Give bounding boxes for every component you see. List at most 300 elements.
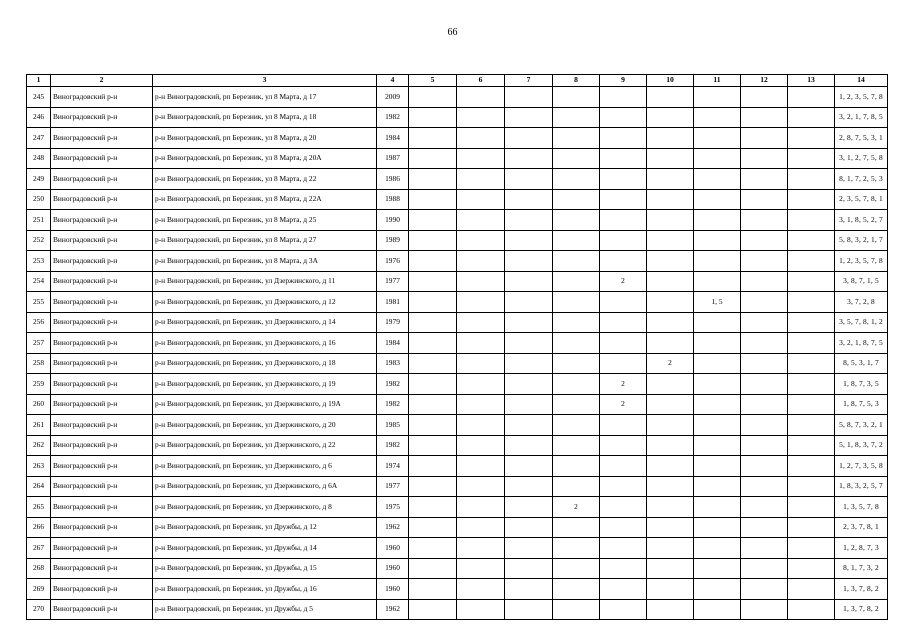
col11-cell [694,230,741,251]
col14-cell: 5, 1, 8, 3, 7, 2 [835,435,888,456]
col9-cell [600,579,647,600]
col9-cell [600,476,647,497]
address-cell: р-н Виноградовский, рп Березник, ул 8 Марта, д 22 [153,169,377,190]
col10-cell [647,107,694,128]
col14-cell: 5, 8, 3, 2, 1, 7 [835,230,888,251]
table-row [27,148,888,169]
col11-cell [694,394,741,415]
table-row [27,538,888,559]
row-number: 267 [27,538,51,559]
col5-cell [409,148,457,169]
col11-cell [694,148,741,169]
col9-cell [600,292,647,313]
col8-cell [553,435,600,456]
col14-cell: 1, 8, 3, 2, 5, 7 [835,476,888,497]
table-row [27,333,888,354]
col11-cell [694,312,741,333]
col10-cell [647,476,694,497]
col5-cell [409,251,457,272]
district-cell: Виноградовский р-н [51,189,153,210]
table-row [27,476,888,497]
col10-cell [647,558,694,579]
row-number: 258 [27,353,51,374]
table-row [27,128,888,149]
col9-cell [600,210,647,231]
row-number: 270 [27,599,51,620]
col5-cell [409,333,457,354]
column-header-7: 7 [505,75,553,87]
col13-cell [788,456,835,477]
col7-cell [505,87,553,108]
district-cell: Виноградовский р-н [51,599,153,620]
col7-cell [505,394,553,415]
col10-cell [647,87,694,108]
col11-cell [694,353,741,374]
district-cell: Виноградовский р-н [51,312,153,333]
col12-cell [741,538,788,559]
col13-cell [788,374,835,395]
col6-cell [457,374,505,395]
col5-cell [409,230,457,251]
col5-cell [409,456,457,477]
col9-cell: 2 [600,394,647,415]
col14-cell: 1, 2, 8, 7, 3 [835,538,888,559]
col5-cell [409,210,457,231]
table-body [27,87,888,620]
col6-cell [457,292,505,313]
col5-cell [409,599,457,620]
col7-cell [505,312,553,333]
col9-cell [600,456,647,477]
row-number: 268 [27,558,51,579]
col6-cell [457,599,505,620]
col10-cell [647,333,694,354]
col14-cell: 3, 1, 8, 5, 2, 7 [835,210,888,231]
year-cell: 1990 [377,210,409,231]
address-cell: р-н Виноградовский, рп Березник, ул Дзержинского, д 14 [153,312,377,333]
col5-cell [409,476,457,497]
table-row [27,271,888,292]
col13-cell [788,599,835,620]
col9-cell [600,251,647,272]
col8-cell [553,292,600,313]
district-cell: Виноградовский р-н [51,271,153,292]
col12-cell [741,210,788,231]
col6-cell [457,517,505,538]
col5-cell [409,579,457,600]
column-header-6: 6 [457,75,505,87]
col14-cell: 1, 8, 7, 5, 3 [835,394,888,415]
col8-cell [553,456,600,477]
col9-cell [600,415,647,436]
col6-cell [457,415,505,436]
col11-cell [694,558,741,579]
address-cell: р-н Виноградовский, рп Березник, ул Дружбы, д 16 [153,579,377,600]
table-row [27,558,888,579]
table-row [27,292,888,313]
col14-cell: 1, 2, 3, 5, 7, 8 [835,87,888,108]
col6-cell [457,169,505,190]
col7-cell [505,189,553,210]
year-cell: 1984 [377,333,409,354]
col9-cell [600,148,647,169]
col10-cell [647,599,694,620]
col10-cell [647,128,694,149]
row-number: 256 [27,312,51,333]
col12-cell [741,579,788,600]
row-number: 251 [27,210,51,231]
col7-cell [505,210,553,231]
col8-cell [553,476,600,497]
col14-cell: 8, 1, 7, 2, 5, 3 [835,169,888,190]
col8-cell [553,189,600,210]
col7-cell [505,579,553,600]
column-header-8: 8 [553,75,600,87]
year-cell: 1977 [377,476,409,497]
col11-cell [694,128,741,149]
col11-cell [694,87,741,108]
col10-cell [647,230,694,251]
col6-cell [457,148,505,169]
col7-cell [505,128,553,149]
table-row [27,456,888,477]
col9-cell [600,497,647,518]
col7-cell [505,415,553,436]
col6-cell [457,251,505,272]
address-cell: р-н Виноградовский, рп Березник, ул Дружбы, д 15 [153,558,377,579]
year-cell: 1984 [377,128,409,149]
column-header-9: 9 [600,75,647,87]
col6-cell [457,456,505,477]
col10-cell [647,374,694,395]
col11-cell [694,107,741,128]
col8-cell [553,107,600,128]
table-row [27,107,888,128]
col13-cell [788,148,835,169]
col13-cell [788,353,835,374]
column-header-4: 4 [377,75,409,87]
row-number: 246 [27,107,51,128]
col7-cell [505,271,553,292]
year-cell: 1985 [377,415,409,436]
col12-cell [741,394,788,415]
col5-cell [409,415,457,436]
col9-cell [600,87,647,108]
district-cell: Виноградовский р-н [51,538,153,559]
col14-cell: 3, 8, 7, 1, 5 [835,271,888,292]
col5-cell [409,312,457,333]
district-cell: Виноградовский р-н [51,169,153,190]
col14-cell: 3, 5, 7, 8, 1, 2 [835,312,888,333]
col12-cell [741,435,788,456]
year-cell: 1962 [377,599,409,620]
col9-cell [600,312,647,333]
table-row [27,374,888,395]
col9-cell [600,230,647,251]
col9-cell [600,517,647,538]
col14-cell: 5, 8, 7, 3, 2, 1 [835,415,888,436]
col11-cell [694,579,741,600]
col14-cell: 3, 2, 1, 7, 8, 5 [835,107,888,128]
year-cell: 1960 [377,558,409,579]
col10-cell [647,456,694,477]
col6-cell [457,107,505,128]
col12-cell [741,415,788,436]
col9-cell [600,435,647,456]
col13-cell [788,538,835,559]
col10-cell: 2 [647,353,694,374]
col5-cell [409,128,457,149]
col13-cell [788,517,835,538]
col12-cell [741,148,788,169]
row-number: 264 [27,476,51,497]
col10-cell [647,435,694,456]
col11-cell [694,189,741,210]
address-cell: р-н Виноградовский, рп Березник, ул Дзержинского, д 6 [153,456,377,477]
col5-cell [409,107,457,128]
col6-cell [457,128,505,149]
col13-cell [788,579,835,600]
col7-cell [505,353,553,374]
address-cell: р-н Виноградовский, рп Березник, ул 8 Марта, д 27 [153,230,377,251]
address-cell: р-н Виноградовский, рп Березник, ул Дзержинского, д 12 [153,292,377,313]
col12-cell [741,312,788,333]
district-cell: Виноградовский р-н [51,148,153,169]
col11-cell [694,210,741,231]
row-number: 252 [27,230,51,251]
col6-cell [457,333,505,354]
year-cell: 1986 [377,169,409,190]
col8-cell [553,87,600,108]
col8-cell: 2 [553,497,600,518]
col5-cell [409,353,457,374]
col6-cell [457,210,505,231]
col6-cell [457,435,505,456]
col6-cell [457,312,505,333]
col8-cell [553,579,600,600]
district-cell: Виноградовский р-н [51,497,153,518]
district-cell: Виноградовский р-н [51,230,153,251]
col8-cell [553,312,600,333]
year-cell: 1987 [377,148,409,169]
year-cell: 1960 [377,538,409,559]
col12-cell [741,189,788,210]
address-cell: р-н Виноградовский, рп Березник, ул Дзержинского, д 18 [153,353,377,374]
address-cell: р-н Виноградовский, рп Березник, ул Дзержинского, д 8 [153,497,377,518]
col13-cell [788,333,835,354]
table-row [27,394,888,415]
col12-cell [741,456,788,477]
address-cell: р-н Виноградовский, рп Березник, ул Дзержинского, д 19А [153,394,377,415]
col12-cell [741,251,788,272]
district-cell: Виноградовский р-н [51,107,153,128]
year-cell: 1982 [377,435,409,456]
district-cell: Виноградовский р-н [51,251,153,272]
col10-cell [647,394,694,415]
col13-cell [788,312,835,333]
col10-cell [647,169,694,190]
col6-cell [457,271,505,292]
header-row [27,75,888,87]
column-header-12: 12 [741,75,788,87]
row-number: 261 [27,415,51,436]
col5-cell [409,497,457,518]
col14-cell: 2, 8, 7, 5, 3, 1 [835,128,888,149]
row-number: 269 [27,579,51,600]
col10-cell [647,292,694,313]
col8-cell [553,148,600,169]
col14-cell: 2, 3, 5, 7, 8, 1 [835,189,888,210]
col7-cell [505,169,553,190]
col13-cell [788,476,835,497]
col12-cell [741,128,788,149]
table-row [27,230,888,251]
col8-cell [553,599,600,620]
col6-cell [457,189,505,210]
col12-cell [741,558,788,579]
col8-cell [553,333,600,354]
row-number: 253 [27,251,51,272]
district-cell: Виноградовский р-н [51,558,153,579]
col12-cell [741,87,788,108]
district-cell: Виноградовский р-н [51,210,153,231]
row-number: 263 [27,456,51,477]
col12-cell [741,333,788,354]
row-number: 257 [27,333,51,354]
row-number: 266 [27,517,51,538]
table-row [27,415,888,436]
col9-cell [600,333,647,354]
year-cell: 1988 [377,189,409,210]
col7-cell [505,435,553,456]
year-cell: 1982 [377,107,409,128]
table-row [27,189,888,210]
row-number: 247 [27,128,51,149]
col7-cell [505,558,553,579]
col10-cell [647,415,694,436]
col7-cell [505,476,553,497]
col13-cell [788,128,835,149]
year-cell: 1960 [377,579,409,600]
col7-cell [505,292,553,313]
col12-cell [741,374,788,395]
col7-cell [505,599,553,620]
col5-cell [409,271,457,292]
year-cell: 1976 [377,251,409,272]
col9-cell: 2 [600,271,647,292]
district-cell: Виноградовский р-н [51,128,153,149]
district-cell: Виноградовский р-н [51,476,153,497]
column-header-10: 10 [647,75,694,87]
col10-cell [647,148,694,169]
col14-cell: 1, 3, 7, 8, 2 [835,579,888,600]
district-cell: Виноградовский р-н [51,435,153,456]
table-row [27,87,888,108]
col10-cell [647,251,694,272]
col14-cell: 1, 3, 5, 7, 8 [835,497,888,518]
col6-cell [457,87,505,108]
col10-cell [647,271,694,292]
col5-cell [409,292,457,313]
col11-cell [694,251,741,272]
col13-cell [788,394,835,415]
col14-cell: 3, 2, 1, 8, 7, 5 [835,333,888,354]
col14-cell: 1, 2, 3, 5, 7, 8 [835,251,888,272]
col8-cell [553,271,600,292]
col12-cell [741,476,788,497]
col11-cell [694,415,741,436]
col7-cell [505,148,553,169]
col6-cell [457,558,505,579]
col10-cell [647,189,694,210]
table-row [27,169,888,190]
col13-cell [788,107,835,128]
col5-cell [409,394,457,415]
row-number: 259 [27,374,51,395]
row-number: 245 [27,87,51,108]
col11-cell [694,599,741,620]
col9-cell [600,128,647,149]
col13-cell [788,497,835,518]
col13-cell [788,558,835,579]
row-number: 248 [27,148,51,169]
address-cell: р-н Виноградовский, рп Березник, ул 8 Марта, д 18 [153,107,377,128]
col14-cell: 2, 3, 7, 8, 1 [835,517,888,538]
col6-cell [457,353,505,374]
column-header-11: 11 [694,75,741,87]
col13-cell [788,169,835,190]
col5-cell [409,538,457,559]
col14-cell: 8, 1, 7, 3, 2 [835,558,888,579]
table-row [27,251,888,272]
col12-cell [741,599,788,620]
column-header-3: 3 [153,75,377,87]
row-number: 254 [27,271,51,292]
col9-cell: 2 [600,374,647,395]
col6-cell [457,476,505,497]
district-cell: Виноградовский р-н [51,374,153,395]
table-row [27,497,888,518]
year-cell: 1974 [377,456,409,477]
year-cell: 2009 [377,87,409,108]
col13-cell [788,271,835,292]
year-cell: 1975 [377,497,409,518]
year-cell: 1989 [377,230,409,251]
col14-cell: 3, 7, 2, 8 [835,292,888,313]
column-header-2: 2 [51,75,153,87]
col8-cell [553,128,600,149]
col11-cell [694,538,741,559]
col11-cell [694,374,741,395]
address-cell: р-н Виноградовский, рп Березник, ул Дружбы, д 12 [153,517,377,538]
col13-cell [788,210,835,231]
col8-cell [553,230,600,251]
address-cell: р-н Виноградовский, рп Березник, ул Дзержинского, д 6А [153,476,377,497]
col9-cell [600,353,647,374]
col11-cell: 1, 5 [694,292,741,313]
col8-cell [553,415,600,436]
table-row [27,353,888,374]
district-cell: Виноградовский р-н [51,517,153,538]
address-cell: р-н Виноградовский, рп Березник, ул Дружбы, д 14 [153,538,377,559]
year-cell: 1982 [377,374,409,395]
col12-cell [741,292,788,313]
district-cell: Виноградовский р-н [51,292,153,313]
col10-cell [647,312,694,333]
col12-cell [741,169,788,190]
col11-cell [694,333,741,354]
table-row [27,312,888,333]
